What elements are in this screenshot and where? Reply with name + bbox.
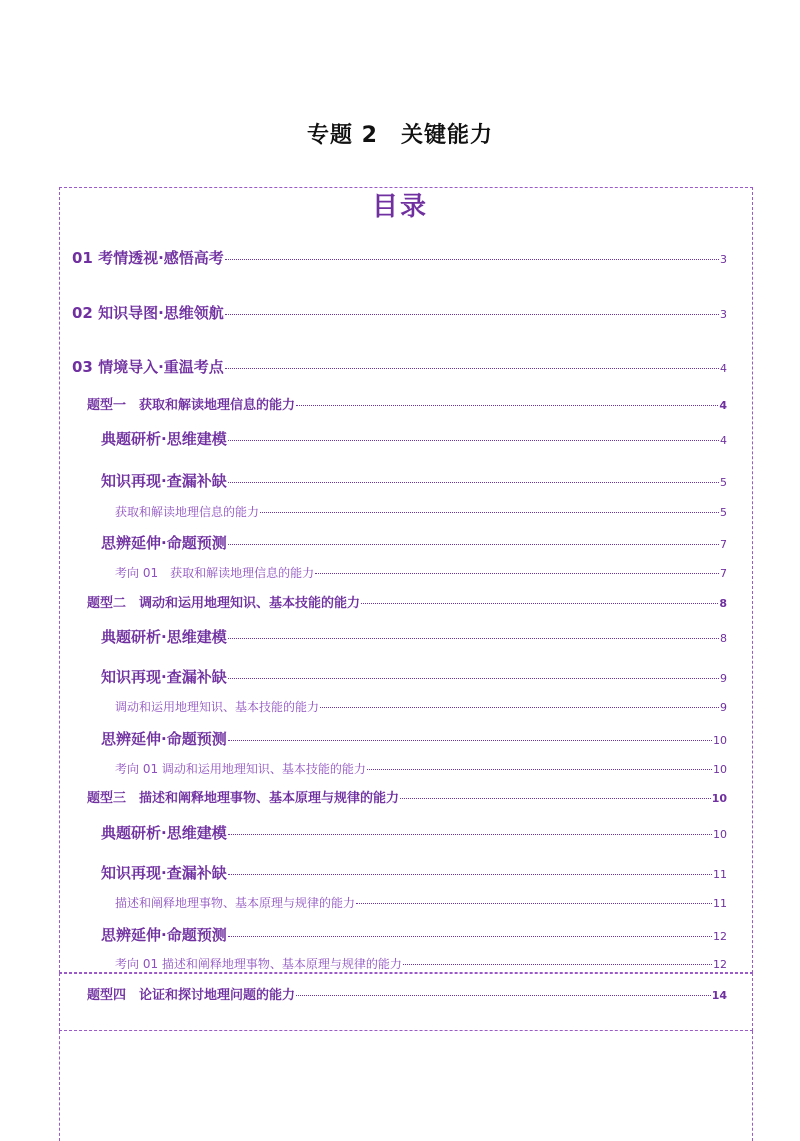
toc-entry[interactable] bbox=[72, 302, 727, 323]
page-title: 专题 2 关键能力 bbox=[307, 123, 493, 148]
toc-entry-label: 02 知识导图·思维领航 bbox=[72, 304, 224, 322]
toc-page-number: 11 bbox=[713, 868, 727, 881]
toc-page-number: 12 bbox=[713, 958, 727, 971]
toc-page-number: 8 bbox=[719, 597, 727, 610]
toc-entry-label: 思辨延伸·命题预测 bbox=[101, 534, 227, 552]
toc-entry[interactable] bbox=[101, 822, 727, 843]
toc-dot-leader bbox=[400, 798, 711, 799]
toc-dot-leader bbox=[361, 603, 718, 604]
toc-page-number: 11 bbox=[713, 897, 727, 910]
toc-dot-leader bbox=[228, 936, 712, 937]
toc-dot-leader bbox=[315, 573, 719, 574]
toc-entry-label: 题型四 论证和探讨地理问题的能力 bbox=[87, 988, 296, 1003]
toc-page-number: 5 bbox=[720, 476, 727, 489]
toc-entry[interactable] bbox=[101, 470, 727, 491]
toc-entry[interactable] bbox=[87, 787, 727, 806]
toc-entry-label: 考向 01 描述和阐释地理事物、基本原理与规律的能力 bbox=[115, 957, 402, 971]
toc-page-number: 12 bbox=[713, 930, 727, 943]
toc-page-number: 4 bbox=[720, 434, 727, 447]
toc-page-number: 3 bbox=[720, 253, 727, 266]
toc-dot-leader bbox=[296, 405, 718, 406]
toc-dot-leader bbox=[228, 678, 719, 679]
toc-entry[interactable] bbox=[101, 428, 727, 449]
toc-page-number: 9 bbox=[720, 701, 727, 714]
toc-dot-leader bbox=[228, 638, 719, 639]
toc-entry[interactable] bbox=[115, 698, 727, 715]
toc-entry[interactable] bbox=[101, 626, 727, 647]
toc-entry-label: 获取和解读地理信息的能力 bbox=[115, 505, 260, 519]
toc-entry-label: 知识再现·查漏补缺 bbox=[101, 472, 227, 490]
toc-page-number: 7 bbox=[720, 567, 727, 580]
toc-entry[interactable] bbox=[101, 924, 727, 945]
toc-dot-leader bbox=[225, 368, 719, 369]
toc-entry-label: 知识再现·查漏补缺 bbox=[101, 668, 227, 686]
toc-dot-leader bbox=[225, 259, 719, 260]
toc-dot-leader bbox=[228, 874, 712, 875]
toc-entry[interactable] bbox=[101, 728, 727, 749]
toc-dot-leader bbox=[228, 482, 719, 483]
toc-entry[interactable] bbox=[115, 503, 727, 520]
toc-page-number: 7 bbox=[720, 538, 727, 551]
toc-entry[interactable] bbox=[101, 532, 727, 553]
toc-dot-leader bbox=[228, 440, 719, 441]
toc-page-number: 8 bbox=[720, 632, 727, 645]
toc-dot-leader bbox=[260, 512, 719, 513]
toc-entry[interactable] bbox=[87, 984, 727, 1003]
toc-entry-label: 思辨延伸·命题预测 bbox=[101, 926, 227, 944]
toc-entry[interactable] bbox=[115, 760, 727, 777]
toc-entry[interactable] bbox=[87, 394, 727, 413]
toc-dot-leader bbox=[367, 769, 712, 770]
toc-page-number: 10 bbox=[713, 763, 727, 776]
toc-entry-label: 题型二 调动和运用地理知识、基本技能的能力 bbox=[87, 596, 361, 611]
toc-dot-leader bbox=[228, 544, 719, 545]
toc-entry-label: 01 考情透视·感悟高考 bbox=[72, 249, 224, 267]
toc-page-number: 3 bbox=[720, 308, 727, 321]
toc-entry[interactable] bbox=[101, 862, 727, 883]
toc-heading: 目录 bbox=[371, 192, 428, 222]
toc-entry-label: 典题研析·思维建模 bbox=[101, 824, 227, 842]
toc-page-number: 4 bbox=[719, 399, 727, 412]
toc-entry-label: 考向 01 调动和运用地理知识、基本技能的能力 bbox=[115, 762, 366, 776]
toc-page-number: 10 bbox=[713, 828, 727, 841]
toc-entry[interactable] bbox=[101, 666, 727, 687]
toc-entry[interactable] bbox=[87, 592, 727, 611]
toc-entry[interactable] bbox=[72, 356, 727, 377]
toc-page-number: 14 bbox=[711, 989, 727, 1002]
toc-page-number: 9 bbox=[720, 672, 727, 685]
toc-entry-label: 典题研析·思维建模 bbox=[101, 430, 227, 448]
toc-entry-label: 典题研析·思维建模 bbox=[101, 628, 227, 646]
toc-page-number: 5 bbox=[720, 506, 727, 519]
toc-entry-label: 题型一 获取和解读地理信息的能力 bbox=[87, 398, 296, 413]
toc-entry-label: 考向 01 获取和解读地理信息的能力 bbox=[115, 566, 315, 580]
toc-entry-label: 描述和阐释地理事物、基本原理与规律的能力 bbox=[115, 896, 356, 910]
toc-dot-leader bbox=[225, 314, 719, 315]
toc-entry-label: 03 情境导入·重温考点 bbox=[72, 358, 224, 376]
toc-entry[interactable] bbox=[115, 894, 727, 911]
toc-entry[interactable] bbox=[115, 564, 727, 581]
toc-entry[interactable] bbox=[115, 955, 727, 972]
toc-entry-label: 调动和运用地理知识、基本技能的能力 bbox=[115, 700, 320, 714]
page-frame-continuation bbox=[59, 1031, 753, 1141]
toc-page-number: 4 bbox=[720, 362, 727, 375]
toc-dot-leader bbox=[296, 995, 711, 996]
toc-dot-leader bbox=[320, 707, 719, 708]
toc-entry-label: 题型三 描述和阐释地理事物、基本原理与规律的能力 bbox=[87, 791, 400, 806]
toc-dot-leader bbox=[403, 964, 712, 965]
toc-entry-label: 思辨延伸·命题预测 bbox=[101, 730, 227, 748]
toc-entry[interactable] bbox=[72, 247, 727, 268]
toc-dot-leader bbox=[228, 740, 712, 741]
toc-page-number: 10 bbox=[711, 792, 727, 805]
toc-page-number: 10 bbox=[713, 734, 727, 747]
toc-dot-leader bbox=[356, 903, 712, 904]
toc-dot-leader bbox=[228, 834, 712, 835]
toc-entry-label: 知识再现·查漏补缺 bbox=[101, 864, 227, 882]
